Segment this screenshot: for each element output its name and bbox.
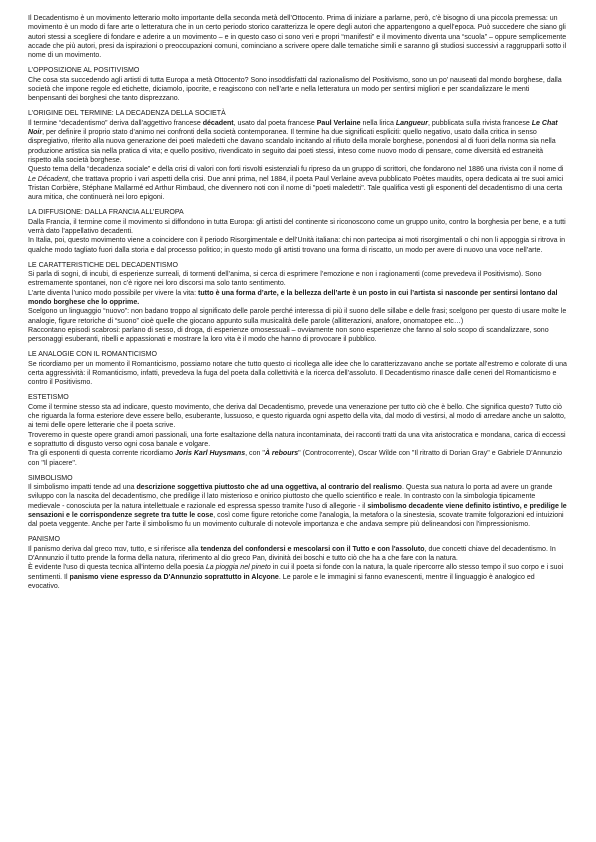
section-simbolismo: [28, 474, 568, 530]
section-heading: ESTETISMO: [28, 394, 69, 402]
intro-section: [28, 14, 568, 61]
section-heading: L’ORIGINE DEL TERMINE: LA DECADENZA DELLA SOCIETÀ: [28, 110, 226, 118]
section-caratteristiche: [28, 261, 568, 345]
paragraph: Tra gli esponenti di questa corrente ricordiamo Joris Karl Huysmans, con "À rebours" (Controcorrente), Oscar Wilde con "Il ritratto di Dorian Gray" e Gabriele D'Annunzio con "Il piacere".: [28, 450, 562, 467]
paragraph: Dalla Francia, il termine come il movimento si diffondono in tutta Europa: gli artisti del continente si riconoscono come un gruppo unito, contro la borghesia per bene, e a tutti verrà dato l’appellativo decadenti.: [28, 218, 566, 235]
paragraph: Si parla di sogni, di incubi, di esperienze surreali, di tormenti dell’anima, si cerca di esprimere l’emozione e non i ragionamenti (come prevedeva il Positivismo). Sono estremamente spontanei, non c’è rigore nei loro discorsi ma solo tanto sentimento.: [28, 270, 542, 288]
section-heading: LE ANALOGIE CON IL ROMANTICISMO: [28, 351, 157, 359]
section-origine: [28, 109, 568, 202]
paragraph: Troveremo in queste opere grandi amori passionali, una forte esaltazione della natura incontaminata, dei racconti tratti da una vita aristocratica e mondana, carica di eccessi e soprattutto di disgusto verso ogni cosa banale e volgare.: [28, 431, 566, 448]
paragraph: Il panismo deriva dal greco παν, tutto, e si riferisce alla tendenza del confondersi e mescolarsi con il Tutto e con l'assoluto, due concetti chiave del decadentismo. In D'Annunzio il tutto prende la forma della natura, riferimento al dio greco Pan, divinità dei boschi e tutto ciò che ha a che fare con la natura.: [28, 545, 556, 562]
paragraph: Raccontano episodi scabrosi: parlano di sesso, di droga, di esperienze omosessuali – ovviamente non sono esperienze che fanno al solo scopo di scandalizzare, sono personaggi esuberanti, ribelli e appassionati e mostrare la loro vita è il modo che hanno di provocare il pubblico.: [28, 327, 549, 344]
section-diffusione: [28, 208, 568, 255]
paragraph: Che cosa sta succedendo agli artisti di tutta Europa a metà Ottocento? Sono insoddisfatti dal razionalismo del Positivismo, sono un po’ nauseati dal mondo borghese, dalla società che impone regole ed etichette, diciamolo, ipocrite, e reagiscono con nell’arte e nella letteratura un modo per sentirsi migliori e per scandalizzare le menti benpensanti dei borghesi che tanto disprezzano.: [28, 76, 562, 103]
section-heading: LE CARATTERISTICHE DEL DECADENTISMO: [28, 261, 178, 269]
section-heading: SIMBOLISMO: [28, 474, 73, 482]
paragraph: Questo tema della “decadenza sociale” e della crisi di valori con forti risvolti esistenziali fu ripreso da un gruppo di scrittori, che fondarono nel 1886 una rivista con il nome di Le Décadent, che trattava proprio i vari aspetti della crisi. Due anni prima, nel 1884, il poeta Paul Verlaine aveva pubblicato Poètes maudits, opera dedicata ai tre suoi amici Tristan Corbière, Stéphane Mallarmé ed Arthur Rimbaud, che divennero noti con il nome di "poeti maledetti". Tale qualifica vesti gli esponenti del decadentismo di una certa aura mitica, che continuerà nei loro epigoni.: [28, 166, 564, 202]
paragraph: L’arte diventa l’unico modo possibile per vivere la vita: tutto è una forma d’arte, e la bellezza dell’arte è un posto in cui l’artista si nasconde per sentirsi lontano dal mondo borghese che lo opprime.: [28, 289, 558, 306]
intro-paragraph: Il Decadentismo è un movimento letterario molto importante della seconda metà dell’Ottocento. Prima di iniziare a parlarne, però, c’è bisogno di una piccola premessa: un movimento è un modo di fare arte o letteratura che in un certo periodo storico caratterizza le opere degli autori che appartengono a quell’epoca. Può succedere che siano gli autori stessi a scegliere di fondare e aderire a un movimento – e in questo caso ci sono veri e propri “manifesti” e il movimento diventa una “scuola” – oppure semplicemente accade che più autori, presi da ispirazioni o preoccupazioni comuni, cominciano a scrivere opere dalle tematiche simili e saranno gli studiosi successivi a raggrupparli sotto il nome di un movimento.: [28, 15, 567, 60]
paragraph: Scelgono un linguaggio “nuovo”: non badano troppo al significato delle parole perché interessa di più il suono delle sillabe e delle frasi; scelgono per questo di usare molte le analogie, figure retoriche di “suono” cioè quelle che giocano appunto sulla musicalità delle parole (allitterazioni, anafore, onomatopee etc…): [28, 308, 567, 325]
section-heading: PANISMO: [28, 536, 60, 544]
paragraph: Il simbolismo impatti tende ad una descrizione soggettiva piuttosto che ad una oggettiva, al contrario del realismo. Questa sua natura lo porta ad avere un grande sviluppo con la nascita del decadentismo, che predilige il lato misterioso e onirico piuttosto che quello scientifico e reale. In contrasto con la simbologia tipicamente medievale - conosciuta per la natura intellettuale e razionale ed espressa spesso tramite l'uso di allegorie - il simbolismo decadente viene definito istintivo, e predilige le sensazioni e le corrispondenze segrete tra tutte le cose, così come figure retoriche come l'analogia, la metafora o la sinestesia, scovate tramite folgorazioni ed intuizioni dal poeta veggente. Anche per l'arte il simbolismo fu un movimento culturale di notevole importanza e che andava sempre più delineandosi con l'impressionismo.: [28, 483, 567, 529]
section-panismo: [28, 535, 568, 591]
paragraph: Il termine “decadentismo” deriva dall’aggettivo francese décadent, usato dal poeta francese Paul Verlaine nella lirica Langueur, pubblicata sulla rivista francese Le Chat Noir, per definire il proprio stato d’animo nei confronti della società contemporanea. Il termine ha due significati espliciti: quello negativo, usato dalla critica in senso dispregiativo, riferito alla nuova generazione dei poeti maledetti che davano scandalo incitando al rifiuto della morale borghese, ponendosi al di fuori della norma sia nella produzione artistica sia nella pratica di vita; e quello positivo, rivendicato in seguito dai poeti stessi, inteso come nuovo modo di pensare, come diversità ed estraneità rispetto alla società borghese.: [28, 119, 558, 164]
section-analogie: [28, 350, 568, 387]
section-heading: LA DIFFUSIONE: DALLA FRANCIA ALL’EUROPA: [28, 209, 184, 217]
section-estetismo: [28, 393, 568, 468]
paragraph: Come il termine stesso sta ad indicare, questo movimento, che deriva dal Decadentismo, prevede una venerazione per tutto ciò che è bello. Che significa questo? Tutto ciò che riguarda la forma esteriore deve essere bello, esuberante, lussuoso, e questo riguarda ogni aspetto della vita, dal modo di vestirsi, al modo di arredare anche un salotto, ai temi delle opere letterarie che il poeta scrive.: [28, 403, 566, 430]
section-opposizione: [28, 66, 568, 103]
paragraph: È evidente l'uso di questa tecnica all'interno della poesia La pioggia nel pineto in cui il poeta si fonde con la natura, la quale ripercorre allo stesso tempo il suo corpo e i suoi sentimenti. Il panismo viene espresso da D'Annunzio soprattutto in Alcyone. Le parole e le immagini si fanno evanescenti, mentre il linguaggio è analogico ed evocativo.: [28, 564, 564, 590]
section-heading: L’OPPOSIZIONE AL POSITIVISMO: [28, 67, 140, 75]
paragraph: Se ricordiamo per un momento il Romanticismo, possiamo notare che tutto questo ci ricollega alle idee che lo caratterizzavano anche se portate all’estremo e colorate di una certa aggressività: il Romanticismo, infatti, prevedeva la fuga del poeta dalla collettività e la ricerca dell’assoluto. Il Decadentismo rinasce dalle ceneri del Romanticismo e contro il Positivismo.: [28, 360, 567, 387]
paragraph: In Italia, poi, questo movimento viene a coincidere con il periodo Risorgimentale e dell’Unità italiana: chi non partecipa ai moti risorgimentali o chi non li appoggia si ritrova in qualche modo tagliato fuori dalla storia e dal processo politico; in questo modo gli artisti trovano una forma di riscatto, un modo per avere di nuovo una voce nell’arte.: [28, 237, 566, 254]
